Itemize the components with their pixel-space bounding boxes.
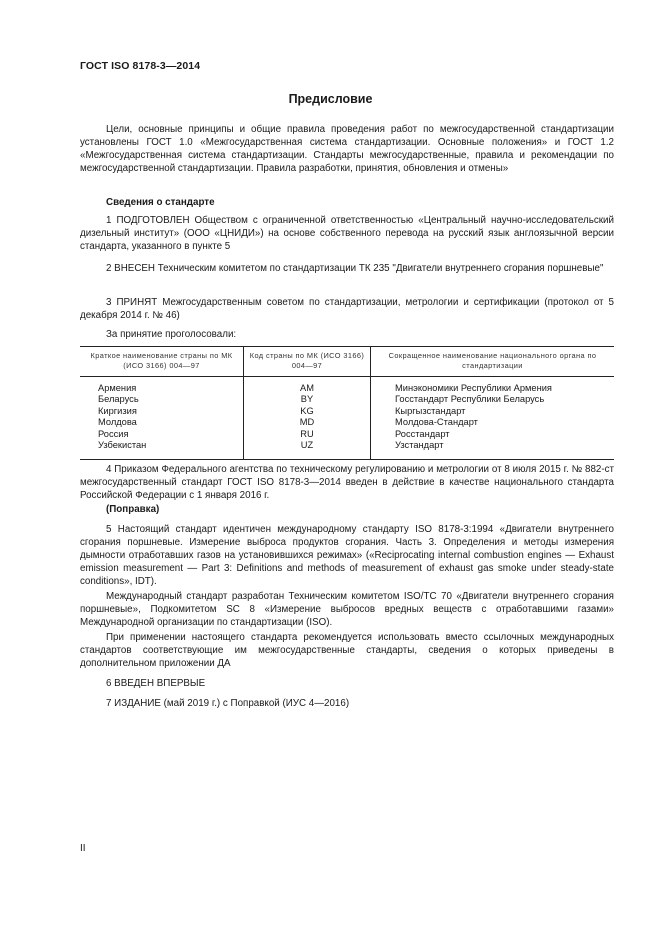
- item-2-paragraph: 2 ВНЕСЕН Техническим комитетом по стандартизации ТК 235 "Двигатели внутреннего сгорания поршневые": [106, 263, 604, 274]
- vote-table-header-row: [80, 347, 614, 377]
- intro-paragraph: Цели, основные принципы и общие правила проведения работ по межгосударственной стандартизации установлены ГОСТ 1.0 «Межгосударственная система стандартизации. Основные положения» и ГОСТ 1.2 «Межгосударственная система стандартизации. Стандарты межгосударственные, правила и рекомендации по межгосударственной стандартизации. Правила разработки, принятия, обновления и отмены»: [80, 124, 614, 174]
- table-cell-code: MD: [244, 417, 371, 428]
- table-cell-country: Беларусь: [98, 394, 139, 405]
- table-cell-body: Узстандарт: [371, 440, 615, 460]
- vote-table-header-code: Код страны по МК (ИСО 3166) 004—97: [244, 347, 371, 377]
- table-cell-body: Минэкономики Республики Армения: [371, 377, 615, 395]
- table-cell-code: BY: [244, 394, 371, 405]
- table-cell-country: Молдова: [98, 417, 137, 428]
- table-cell-body: Росстандарт: [371, 429, 615, 440]
- vote-table-header-country: Краткое наименование страны по МК (ИСО 3166) 004—97: [80, 347, 244, 377]
- vote-table-header-body: Сокращенное наименование национального органа по стандартизации: [371, 347, 615, 377]
- table-cell-code: KG: [244, 406, 371, 417]
- page-number: II: [80, 843, 86, 854]
- item-1-paragraph: 1 ПОДГОТОВЛЕН Обществом с ограниченной ответственностью «Центральный научно-исследовательский дизельный институт» (ООО «ЦНИДИ») на основе собственного перевода на русский язык англоязычной версии стандарта, указанного в пункте 5: [80, 215, 614, 252]
- item-3-paragraph: 3 ПРИНЯТ Межгосударственным советом по стандартизации, метрологии и сертификации (протокол от 5 декабря 2014 г. № 46): [80, 297, 614, 321]
- table-row: [80, 377, 614, 395]
- table-cell-country: Россия: [98, 428, 129, 439]
- item-7-paragraph: 7 ИЗДАНИЕ (май 2019 г.) с Поправкой (ИУС 4—2016): [106, 698, 350, 709]
- table-cell-body: Госстандарт Республики Беларусь: [371, 394, 615, 405]
- item-5-application-paragraph: При применении настоящего стандарта рекомендуется использовать вместо ссылочных международных стандартов соответствующие им межгосударственные стандарты, сведения о которых приведены в дополнительном приложении ДА: [80, 632, 614, 669]
- table-cell-country: Армения: [98, 383, 137, 393]
- table-cell-country: Киргизия: [98, 405, 137, 416]
- vote-intro: За принятие проголосовали:: [106, 329, 237, 340]
- table-row: [80, 417, 614, 428]
- table-row: [80, 406, 614, 417]
- item-6-paragraph: 6 ВВЕДЕН ВПЕРВЫЕ: [106, 678, 206, 689]
- item-5-committee-paragraph: Международный стандарт разработан Техническим комитетом ISO/TC 70 «Двигатели внутреннего сгорания поршневые», Подкомитетом SC 8 «Измерение выбросов вредных веществ с отработавшими газами» Международной организации по стандартизации (ISO).: [80, 591, 614, 628]
- table-row: [80, 429, 614, 440]
- table-cell-body: Кыргызстандарт: [371, 406, 615, 417]
- table-cell-code: AM: [244, 377, 371, 395]
- table-cell-country: Узбекистан: [80, 440, 244, 460]
- item-4-paragraph: 4 Приказом Федерального агентства по техническому регулированию и метрологии от 8 июля 2015 г. № 882-ст межгосударственный стандарт ГОСТ ISO 8178-3—2014 введен в действие в качестве национального стандарта Российской Федерации с 1 января 2016 г.: [80, 464, 614, 501]
- table-row: [80, 394, 614, 405]
- table-cell-code: UZ: [244, 440, 371, 460]
- table-cell-body: Молдова-Стандарт: [371, 417, 615, 428]
- section-heading: Сведения о стандарте: [106, 197, 215, 208]
- page-title: Предисловие: [288, 92, 373, 106]
- item-5-paragraph: 5 Настоящий стандарт идентичен международному стандарту ISO 8178-3:1994 «Двигатели внутреннего сгорания поршневые. Измерение выброса продуктов сгорания. Часть 3. Определения и методы измерения дымности отработавших газов на установившихся режимах» («Reciprocating internal combustion engines — Exhaust emission measurement — Part 3: Definitions and methods of measurement of exhaust gas smoke under steady-state conditions», IDT).: [80, 524, 614, 587]
- document-header: ГОСТ ISO 8178-3—2014: [80, 60, 201, 72]
- table-row: [80, 440, 614, 460]
- amendment-note: (Поправка): [106, 504, 160, 515]
- vote-table: [80, 346, 614, 460]
- table-cell-code: RU: [244, 429, 371, 440]
